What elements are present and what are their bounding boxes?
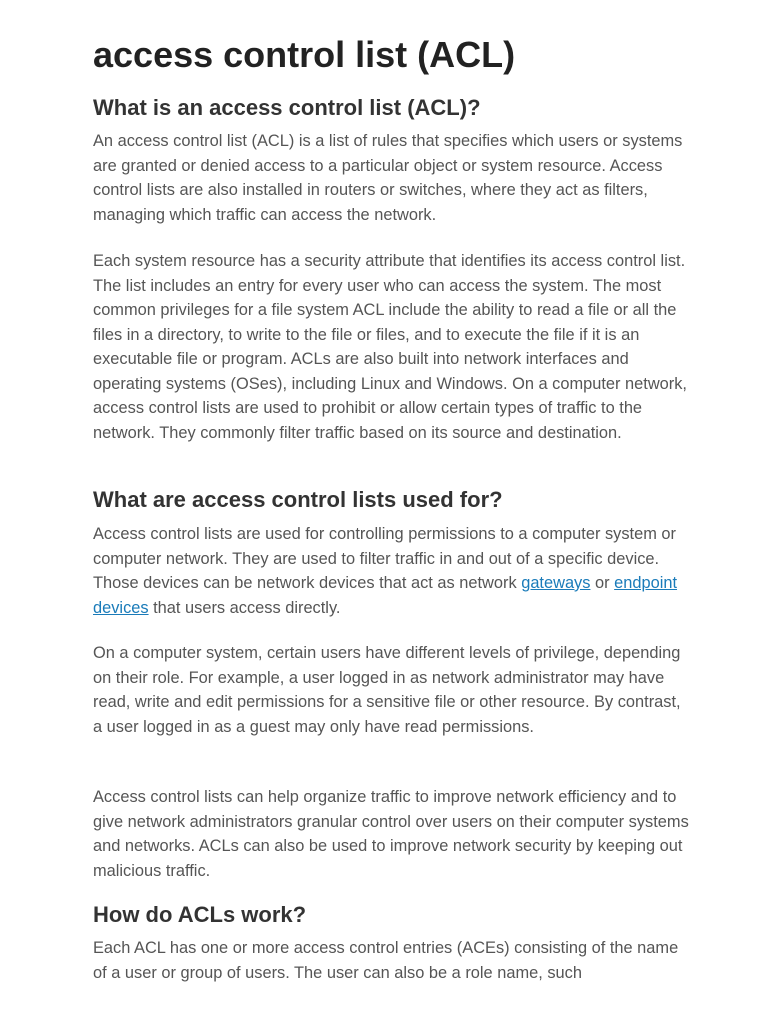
paragraph-used-for-or: or	[590, 574, 615, 592]
paragraph-organize-traffic: Access control lists can help organize traffic to improve network efficiency and to give network administrators granular control over users on their computer systems and networks. ACLs can also be used to improve network security by keeping out malicious traffic.	[93, 788, 689, 880]
link-endpoint-devices[interactable]: endpoint devices	[93, 574, 678, 617]
paragraph-acl-definition: An access control list (ACL) is a list of rules that specifies which users or systems are granted or denied access to a particular object or system resource. Access control lists are also installed in routers or switches, where they act as filters, managing which traffic can access the network.	[93, 132, 683, 224]
paragraph-system-resource: Each system resource has a security attribute that identifies its access control list. The list includes an entry for every user who can access the system. The most common privileges for a file system ACL include the ability to read a file or all the files in a directory, to write to the file or files, and to execute the file if it is an executable file or program. ACLs are also built into network interfaces and operating systems (OSes), including Linux and Windows. On a computer network, access control lists are used to prohibit or allow certain types of traffic to the network. They commonly filter traffic based on its source and destination.	[93, 252, 687, 442]
paragraph-used-for	[93, 522, 693, 620]
paragraph-privilege-levels: On a computer system, certain users have different levels of privilege, depending on their role. For example, a user logged in as network administrator may have read, write and edit permissions for a sensitive file or other resource. By contrast, a user logged in as a guest may only have read permissions.	[93, 644, 681, 736]
link-gateways[interactable]: gateways	[521, 574, 591, 592]
page-title: access control list (ACL)	[93, 34, 516, 75]
paragraph-how-acls-work: Each ACL has one or more access control entries (ACEs) consisting of the name of a user or group of users. The user can also be a role name, such	[93, 939, 679, 982]
paragraph-used-for-prefix: Access control lists are used for controlling permissions to a computer system or computer network. They are used to filter traffic in and out of a specific device. Those devices can be network devices that act as network	[93, 525, 677, 592]
section-heading-how-acls-work: How do ACLs work?	[93, 902, 307, 927]
paragraph-used-for-suffix: that users access directly.	[148, 598, 341, 617]
section-heading-what-is-acl: What is an access control list (ACL)?	[93, 95, 481, 120]
section-heading-used-for: What are access control lists used for?	[93, 487, 503, 512]
